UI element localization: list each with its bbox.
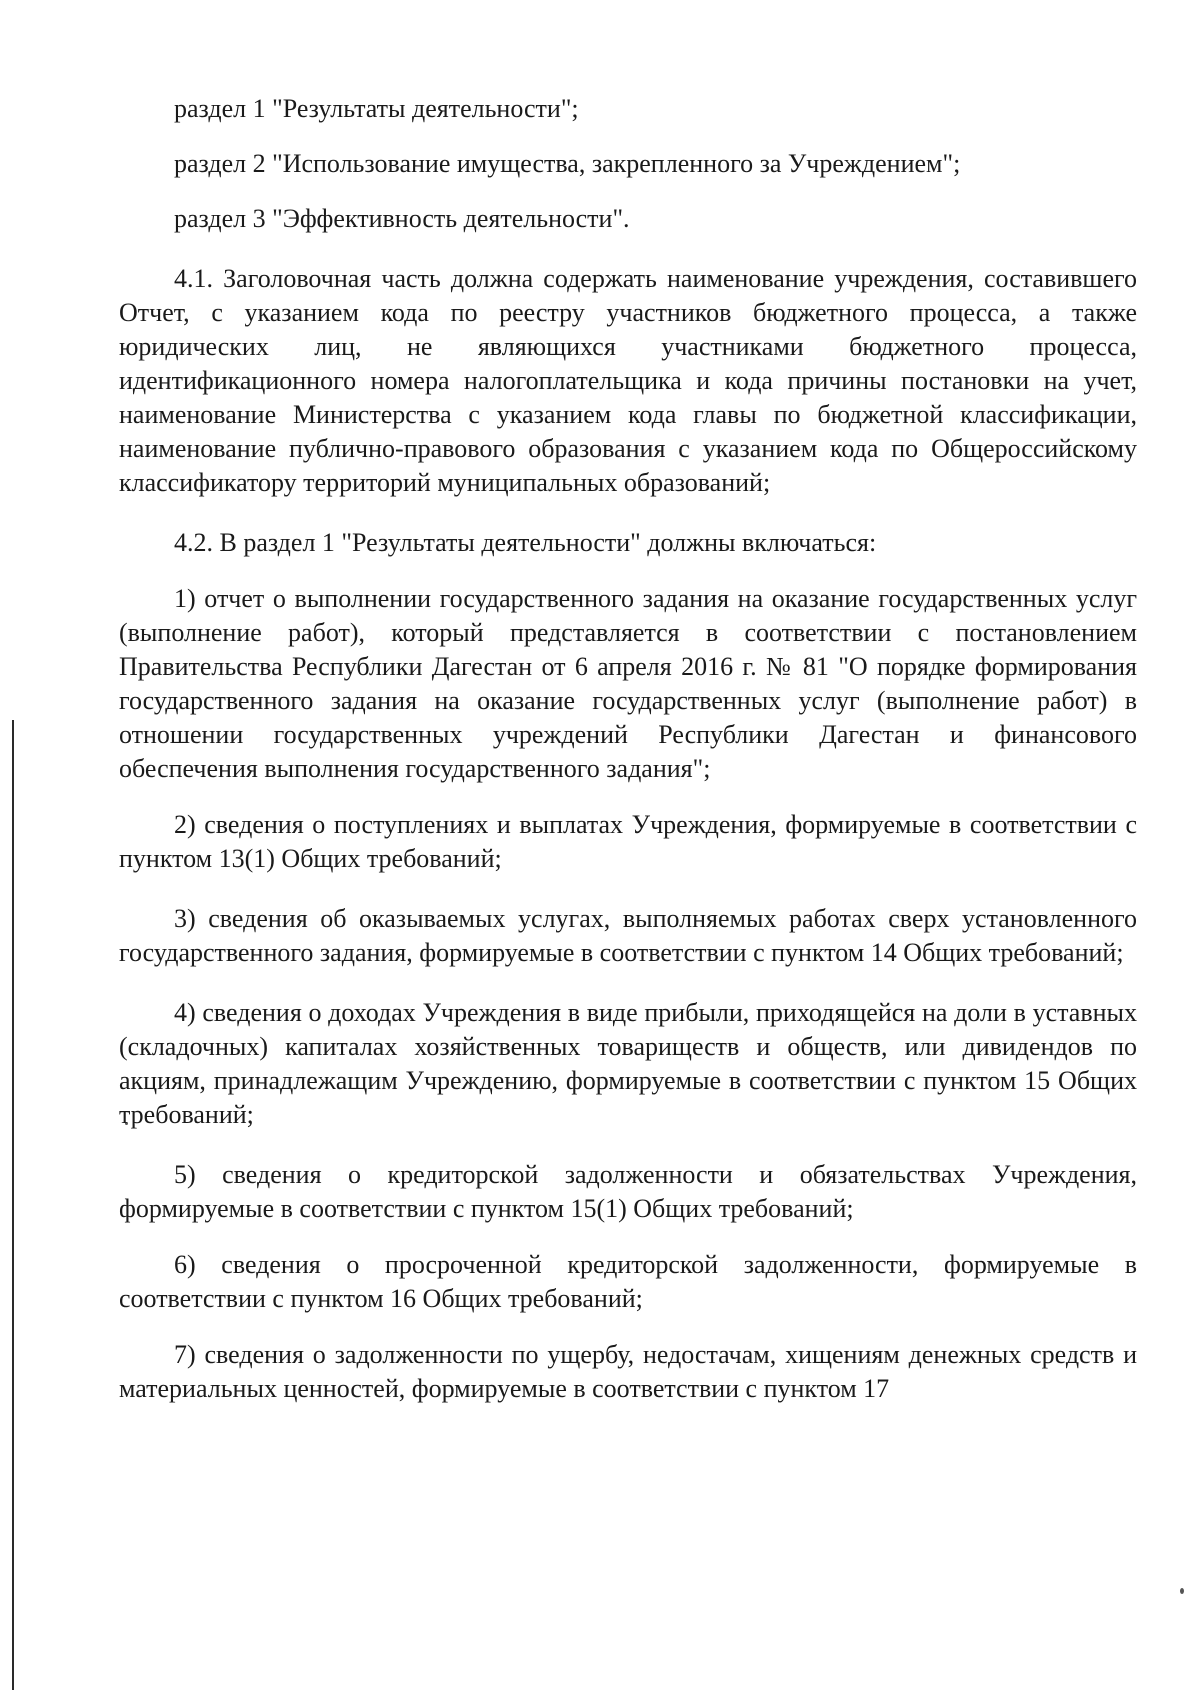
list-item-2: 2) сведения о поступлениях и выплатах Учреждения, формируемые в соответствии с пунктом 13(1) Общих требований;	[119, 810, 1137, 873]
list-item-5: 5) сведения о кредиторской задолженности и обязательствах Учреждения, формируемые в соответствии с пунктом 15(1) Общих требований;	[119, 1160, 1137, 1223]
paragraph-4-2: 4.2. В раздел 1 "Результаты деятельности" должны включаться:	[174, 528, 877, 557]
section-line-2: раздел 2 "Использование имущества, закрепленного за Учреждением";	[174, 149, 961, 178]
section-line-3: раздел 3 "Эффективность деятельности".	[174, 204, 630, 233]
document-body	[119, 92, 1137, 1406]
list-item-6: 6) сведения о просроченной кредиторской задолженности, формируемые в соответствии с пунктом 16 Общих требований;	[119, 1250, 1137, 1313]
paragraph-4-1: 4.1. Заголовочная часть должна содержать наименование учреждения, составившего Отчет, с указанием кода по реестру участников бюджетного процесса, а также юридических лиц, не являющихся участниками бюджетного процесса, идентификационного номера налогоплательщика и кода причины постановки на учет, наименование Министерства с указанием кода главы по бюджетной классификации, наименование публично-правового образования с указанием кода по Общероссийскому классификатору территорий муниципальных образований;	[119, 264, 1137, 497]
scan-edge-line	[12, 720, 14, 1690]
list-item-1: 1) отчет о выполнении государственного задания на оказание государственных услуг (выполнение работ), который представляется в соответствии с постановлением Правительства Республики Дагестан от 6 апреля 2016 г. № 81 "О порядке формирования государственного задания на оказание государственных услуг (выполнение работ) в отношении государственных учреждений Республики Дагестан и финансового обеспечения выполнения государственного задания";	[119, 584, 1137, 783]
list-item-7: 7) сведения о задолженности по ущербу, недостачам, хищениям денежных средств и материальных ценностей, формируемые в соответствии с пунктом 17	[119, 1340, 1137, 1403]
section-line-1: раздел 1 "Результаты деятельности";	[174, 94, 579, 123]
scan-speck	[1180, 1588, 1184, 1594]
list-item-4: 4) сведения о доходах Учреждения в виде прибыли, приходящейся на доли в уставных (складочных) капиталах хозяйственных товариществ и обществ, или дивидендов по акциям, принадлежащим Учреждению, формируемые в соответствии с пунктом 15 Общих требований;	[119, 998, 1137, 1129]
list-item-3: 3) сведения об оказываемых услугах, выполняемых работах сверх установленного государственного задания, формируемые в соответствии с пунктом 14 Общих требований;	[119, 904, 1137, 967]
